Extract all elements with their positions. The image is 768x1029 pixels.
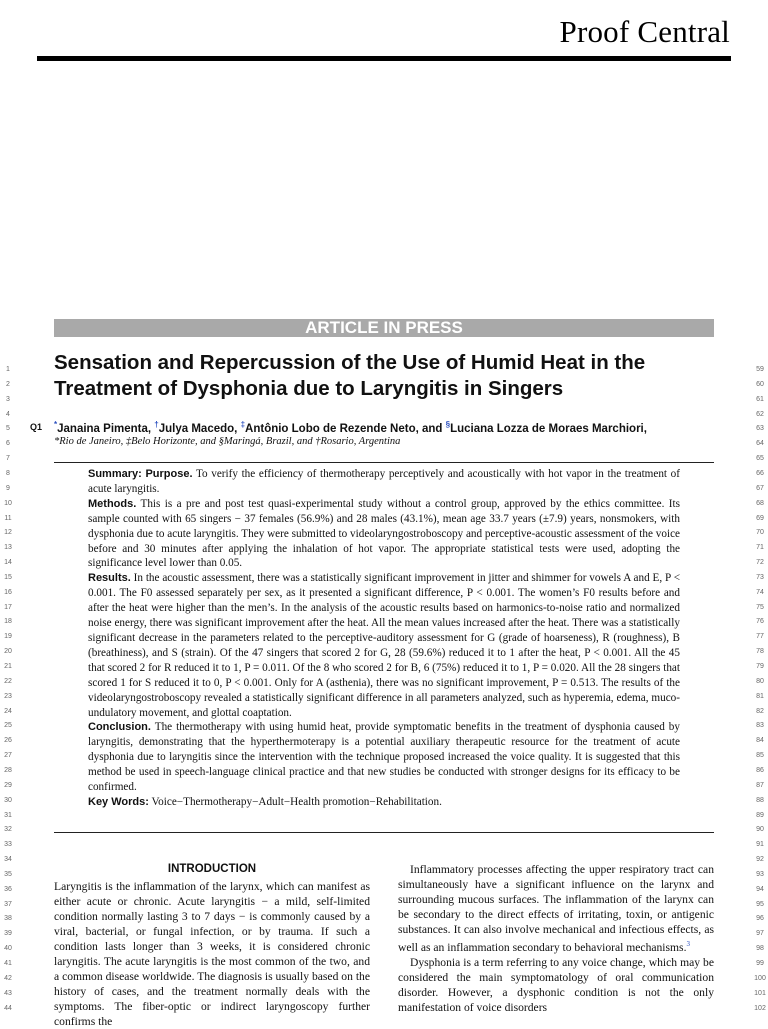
line-number: 69: [756, 514, 764, 522]
line-number: 78: [756, 648, 764, 656]
paragraph-text: Inflammatory processes affecting the upper respiratory tract can simultaneously have a significant influence on the larynx and surrounding mucous surfaces. The inflammation of the larynx can be secondary to the direct effects of irritating, toxin, or antigenic substances. It can also involve mechanical and infectious effects, as well as an inflammation secondary to behavioral mechanisms.: [398, 863, 714, 954]
line-number: 83: [756, 722, 764, 730]
methods-label: Methods.: [88, 497, 137, 510]
line-number: 17: [4, 603, 12, 611]
line-number: 2: [6, 380, 10, 388]
summary-label: Summary:: [88, 468, 142, 480]
line-number: 8: [6, 469, 10, 477]
right-column: [398, 862, 714, 1015]
line-number: 36: [4, 885, 12, 893]
author-mark: ‡: [240, 420, 246, 429]
line-number: 91: [756, 841, 764, 849]
line-number: 3: [6, 395, 10, 403]
section-heading-introduction: INTRODUCTION: [167, 863, 257, 875]
body-paragraph: Laryngitis is the inflammation of the larynx, which can manifest as either acute or chronic. Acute laryngitis − a mild, self-limited condition normally lasting 3 to 7 days − is commonly caused by a viral, bacterial, or fungal infection, or by trauma. If such a condition lasts longer than 3 weeks, it is considered chronic laryngitis. The acute laryngitis is the most common of the two, and a common disease worldwide. The diagnosis is usually based on the history of cases, and the treatment normally deals with the symptoms. The fiber-optic or indirect laryngoscopy further confirms the: [54, 880, 370, 1028]
line-number: 97: [756, 930, 764, 938]
line-number: 38: [4, 915, 12, 923]
line-number: 77: [756, 633, 764, 641]
line-number: 85: [756, 752, 764, 760]
line-number: 88: [756, 796, 764, 804]
conclusion-text: The thermotherapy with using humid heat, provide symptomatic benefits in the treatment of dysphonia caused by laryngitis, demonstrating that the hyperthermoterapy is a potential auxiliary therapeutic resource for the treatment of acute dysphonia due to laryngitis since the intervention with the technique proposed increased the voice quality. It is suggested that this method be used in speech-language clinical practice and that new studies be conducted with stronger designs for its efficacy to be confirmed.: [88, 721, 680, 794]
purpose-text: To verify the efficiency of thermotherapy perceptively and acoustically with hot vapor in the treatment of acute laryngitis.: [88, 468, 680, 495]
line-number: 21: [4, 663, 12, 670]
line-number: 37: [4, 900, 12, 908]
line-number: 18: [4, 618, 12, 626]
line-number: 76: [756, 618, 764, 626]
line-number: 62: [756, 410, 764, 418]
line-number: 63: [756, 425, 764, 433]
left-column: [54, 862, 370, 1029]
line-number: 89: [756, 811, 764, 819]
line-number: 99: [756, 960, 764, 967]
header-rule: [37, 56, 731, 61]
abstract: [88, 467, 680, 810]
line-number: 20: [4, 648, 12, 656]
line-number: 65: [756, 455, 764, 463]
line-number: 30: [4, 796, 12, 804]
line-number: 14: [4, 559, 12, 567]
author-name: Janaina Pimenta,: [57, 422, 152, 435]
line-number: 96: [756, 915, 764, 923]
line-number: 7: [6, 455, 10, 463]
article-in-press-banner: ARTICLE IN PRESS: [54, 319, 714, 337]
line-number: 60: [756, 380, 764, 388]
line-number: 15: [4, 573, 12, 581]
line-number: 59: [756, 366, 764, 373]
line-number: 86: [756, 766, 764, 774]
line-number: 19: [4, 633, 12, 641]
line-number: 67: [756, 484, 764, 492]
purpose-label: Purpose.: [145, 468, 193, 480]
author-name: Julya Macedo,: [158, 422, 238, 435]
line-number: 1: [6, 366, 10, 373]
line-number: 95: [756, 900, 764, 908]
line-number: 22: [4, 677, 12, 685]
body-paragraph: [398, 862, 714, 955]
line-number: 28: [4, 766, 12, 774]
author-name: Antônio Lobo de Rezende Neto, and: [245, 422, 443, 435]
abstract-top-rule: [54, 462, 714, 463]
body-paragraph: Dysphonia is a term referring to any voice change, which may be considered the main symptomatology of oral communication disorder. However, a dysphonic condition is not the only manifestation of voice disorders: [398, 955, 714, 1014]
line-number: 101: [754, 989, 766, 997]
brand-logo: Proof Central: [559, 14, 730, 49]
line-number: 82: [756, 707, 764, 715]
line-number: 100: [754, 974, 766, 982]
line-number: 80: [756, 677, 764, 685]
line-number: 61: [756, 395, 764, 403]
results-text: In the acoustic assessment, there was a statistically significant improvement in jitter and shimmer for vowels A and E, P < 0.001. The F0 assessed separately per sex, as it presented a significant difference, P < 0.001. The women’s F0 results before and after the heat were higher than the men’s. In the analysis of the acoustic results based on harmonics-to-noise ratio and normalized noise energy, there was significant improvement after the heat. All the mean values increased after the heat. There was a statistically significant decrease in the parameters related to the perceptive-auditory assessment for G (grade of hoarseness), R (roughness), B (breathiness), and S (strain). Of the 47 singers that scored 2 for G, 28 (59.6%) reduced it to 1 after the heat, P < 0.001. All the 45 that scored 2 for R reduced it to 1, P = 0.011. Of the 8 who scored 2 for B, 6 (75%) reduced it to 1, P = 0.020. All the 28 singers that scored 1 for S reduced it to 0, P < 0.001. Only for A (asthenia), there was no significant improvement, P = 0.513. The results of the videolaryngostroboscopy revealed a statistically significant difference in all parameters analyzed, such as hyperemia, edema, muco-undulatory movement, and glottal coaptation.: [88, 572, 681, 719]
line-number: 90: [756, 826, 764, 834]
line-number: 24: [4, 707, 12, 715]
line-number: 6: [6, 440, 10, 448]
line-number: 23: [4, 692, 12, 700]
line-number: 87: [756, 781, 764, 789]
line-number: 94: [756, 885, 764, 893]
affiliations: *Rio de Janeiro, ‡Belo Horizonte, and §Maringá, Brazil, and †Rosario, Argentina: [54, 436, 401, 447]
author-mark: †: [154, 420, 159, 429]
line-number: 102: [754, 1004, 766, 1012]
line-number: 66: [756, 469, 764, 477]
line-number: 10: [4, 499, 12, 507]
line-number: 42: [4, 974, 12, 982]
line-number: 13: [4, 544, 12, 552]
line-number: 74: [756, 588, 764, 596]
line-number: 79: [756, 663, 764, 670]
conclusion-label: Conclusion.: [88, 721, 151, 734]
line-number: 71: [756, 544, 764, 552]
line-number: 64: [756, 440, 764, 448]
line-number: 33: [4, 841, 12, 849]
line-number: 92: [756, 856, 764, 864]
author-mark: *: [54, 420, 58, 429]
line-number: 25: [4, 722, 12, 730]
line-number: 35: [4, 870, 12, 878]
author-name: Luciana Lozza de Moraes Marchiori,: [450, 422, 647, 435]
abstract-bottom-rule: [54, 832, 714, 833]
methods-text: This is a pre and post test quasi-experimental study without a control group, approved by the ethics committee. Its sample counted with 65 singers − 37 females (56.9%) and 28 males (43.1%), mean age 33.7 years (±7.9) years, nonsmokers, with dysphonia due to acute laryngitis. They were submitted to videolaryngostroboscopy and perceptive-acoustic assessment of the voice before and 30 minutes after applying the inhalation of hot vapor. The appropriate statistical tests were used, adopting the significance level lower than 0.05.: [88, 497, 680, 570]
line-number: 68: [756, 499, 764, 507]
line-number: 34: [4, 856, 12, 864]
line-number: 41: [4, 960, 12, 967]
line-number: 73: [756, 573, 764, 581]
line-number: 31: [4, 811, 12, 819]
keywords-label: Key Words:: [88, 795, 149, 808]
article-title: Sensation and Repercussion of the Use of Humid Heat in the Treatment of Dysphonia due to Laryngitis in Singers: [54, 351, 646, 400]
line-number: 29: [4, 781, 12, 789]
line-number: 9: [6, 484, 10, 492]
line-number: 43: [4, 989, 12, 997]
line-number: 81: [756, 692, 764, 700]
line-number: 32: [4, 826, 12, 834]
line-number: 98: [756, 945, 764, 953]
line-number: 39: [4, 930, 12, 938]
line-number: 4: [6, 410, 10, 418]
line-number: 40: [4, 945, 12, 953]
reference-link[interactable]: 3: [686, 940, 690, 948]
keywords-text: Voice−Thermotherapy−Adult−Health promotion−Rehabilitation.: [151, 795, 442, 808]
line-number: 16: [4, 588, 12, 596]
author-list: [54, 420, 744, 435]
author-mark: §: [445, 420, 451, 429]
line-number: 26: [4, 737, 12, 745]
line-number: 12: [4, 529, 12, 537]
query-marker[interactable]: Q1: [30, 422, 43, 432]
line-number: 93: [756, 870, 764, 878]
line-number: 44: [4, 1004, 12, 1012]
line-number: 75: [756, 603, 764, 611]
line-number: 70: [756, 529, 764, 537]
results-label: Results.: [88, 572, 131, 585]
line-number: 11: [4, 514, 12, 522]
line-number: 27: [4, 752, 12, 760]
line-number: 72: [756, 559, 764, 567]
line-number: 5: [6, 425, 10, 433]
line-number: 84: [756, 737, 764, 745]
